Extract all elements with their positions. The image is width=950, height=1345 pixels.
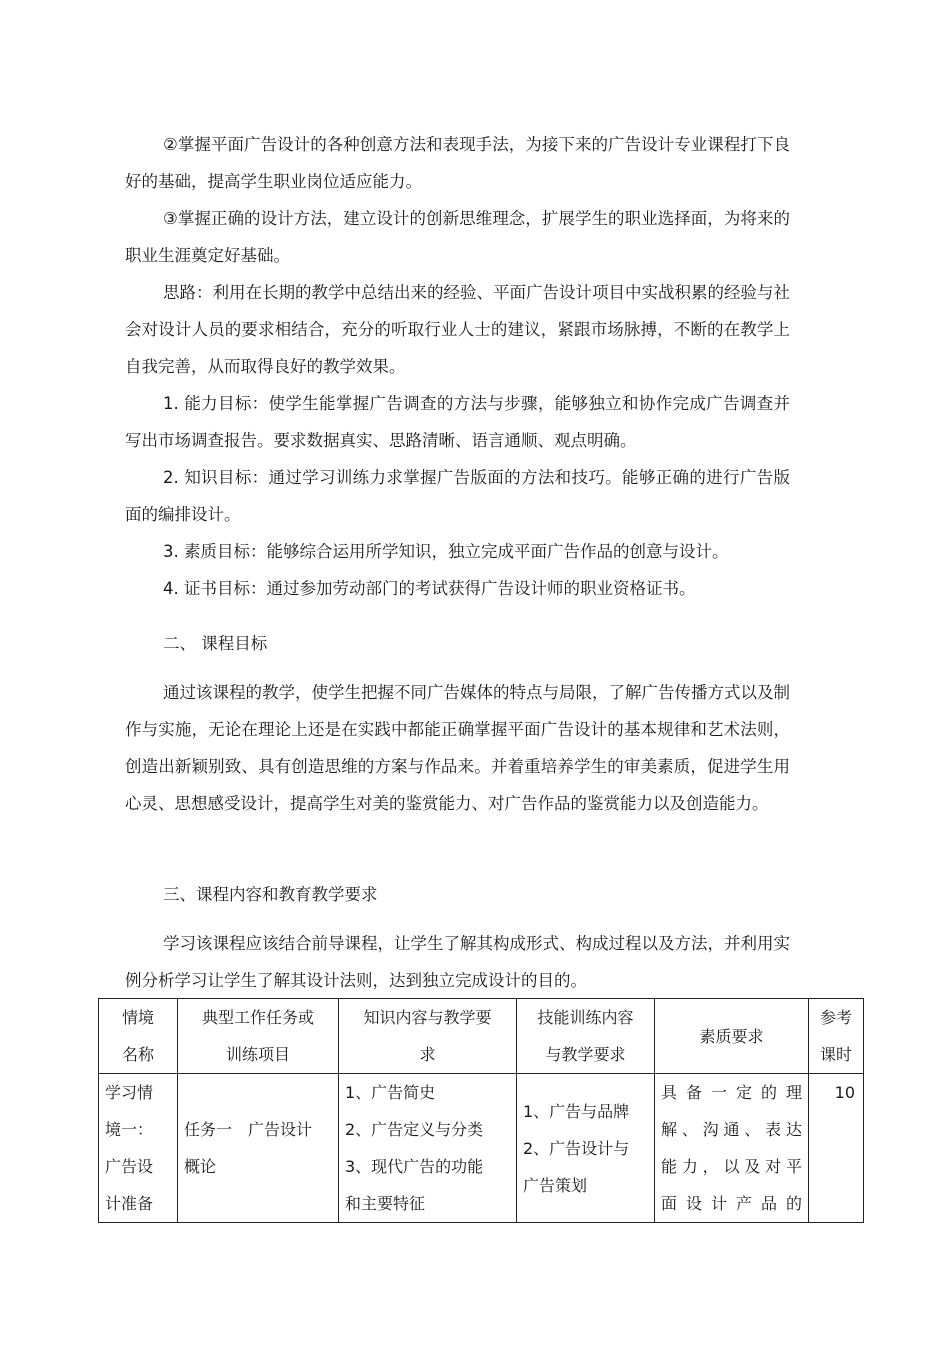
cell-quality: 具备一定的理 解、沟通、表达 能力，以及对平 面设计产品的 [655,1074,809,1223]
paragraph-approach: 思路：利用在长期的教学中总结出来的经验、平面广告设计项目中实战积累的经验与社会对设计人员的要求相结合，充分的听取行业人士的建议，紧跟市场脉搏，不断的在教学上自我完善，从而取得良好的教学效果。 [125,283,790,376]
paragraph-knowledge-goal: 2. 知识目标：通过学习训练力求掌握广告版面的方法和技巧。能够正确的进行广告版面的编排设计。 [125,468,790,524]
header-knowledge: 知识内容与教学要 求 [339,999,517,1074]
section-heading-course-goals: 二、 课程目标 [163,634,268,653]
paragraph-course-goals: 通过该课程的教学，使学生把握不同广告媒体的特点与局限，了解广告传播方式以及制作与实施，无论在理论上还是在实践中都能正确掌握平面广告设计的基本规律和艺术法则，创造出新颖别致、具有创造思维的方案与作品来。并着重培养学生的审美素质，促进学生用心灵、思想感受设计，提高学生对美的鉴赏能力、对广告作品的鉴赏能力以及创造能力。 [125,683,790,813]
header-skills: 技能训练内容 与教学要求 [517,999,655,1074]
section-heading-course-content: 三、课程内容和教育教学要求 [163,885,378,904]
paragraph-objective-2: ②掌握平面广告设计的各种创意方法和表现手法，为接下来的广告设计专业课程打下良好的基础，提高学生职业岗位适应能力。 [125,135,790,191]
table-header-row [99,999,864,1074]
table-row [99,1074,864,1223]
paragraph-course-content: 学习该课程应该结合前导课程，让学生了解其构成形式、构成过程以及方法，并利用实例分析学习让学生了解其设计法则，达到独立完成设计的目的。 [125,934,790,990]
cell-hours: 10 [809,1074,864,1223]
cell-skills: 1、广告与品牌 2、广告设计与 广告策划 [517,1074,655,1223]
header-quality: 素质要求 [655,999,809,1074]
paragraph-quality-goal: 3. 素质目标：能够综合运用所学知识，独立完成平面广告作品的创意与设计。 [163,542,729,561]
cell-situation: 学习情 境一： 广告设 计准备 [99,1074,178,1223]
paragraph-ability-goal: 1. 能力目标：使学生能掌握广告调查的方法与步骤，能够独立和协作完成广告调查并写出市场调查报告。要求数据真实、思路清晰、语言通顺、观点明确。 [125,394,790,450]
header-situation: 情境 名称 [99,999,178,1074]
header-hours: 参考 课时 [809,999,864,1074]
course-table [98,998,864,1223]
cell-task: 任务一 广告设计 概论 [178,1074,339,1223]
paragraph-objective-3: ③掌握正确的设计方法，建立设计的创新思维理念，扩展学生的职业选择面，为将来的职业生涯奠定好基础。 [125,209,790,265]
cell-knowledge: 1、广告简史 2、广告定义与分类 3、现代广告的功能 和主要特征 [339,1074,517,1223]
header-task: 典型工作任务或 训练项目 [178,999,339,1074]
paragraph-certificate-goal: 4. 证书目标：通过参加劳动部门的考试获得广告设计师的职业资格证书。 [163,579,696,598]
